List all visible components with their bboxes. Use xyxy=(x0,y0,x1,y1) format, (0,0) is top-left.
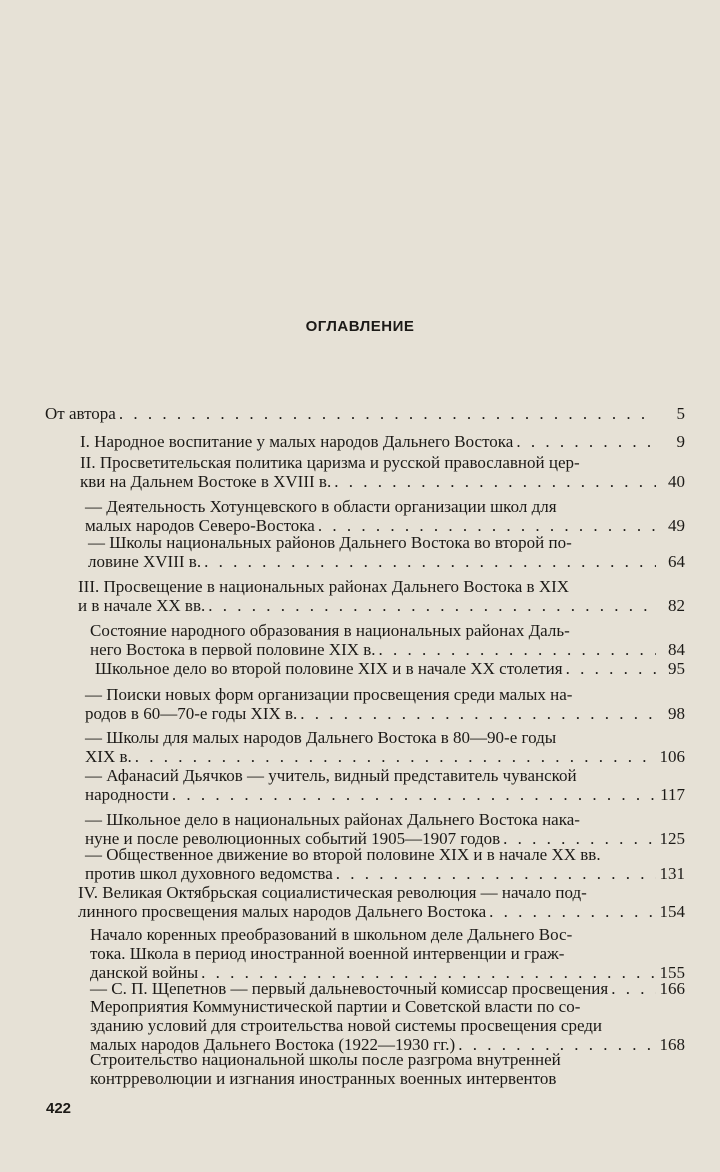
toc-entry xyxy=(80,432,685,451)
toc-entry-text: родов в 60—70-е годы XIX в. xyxy=(85,704,298,723)
dot-leader xyxy=(300,704,656,723)
toc-entry-text: Начало коренных преобразований в школьном деле Дальнего Вос- xyxy=(90,925,573,944)
toc-entry-text: и в начале XX вв. xyxy=(78,596,206,615)
toc-entry-text: контрреволюции и изгнания иностранных военных интервентов xyxy=(90,1069,557,1088)
dot-leader xyxy=(119,404,656,423)
toc-entry-text: — Общественное движение во второй половине XIX и в начале XX вв. xyxy=(85,845,601,864)
toc-heading: ОГЛАВЛЕНИЕ xyxy=(305,318,415,335)
dot-leader xyxy=(516,432,656,451)
dot-leader xyxy=(204,552,656,571)
toc-entry xyxy=(85,810,685,848)
toc-entry xyxy=(90,925,685,982)
toc-entry-text: против школ духовного ведомства xyxy=(85,864,333,883)
toc-entry xyxy=(95,659,685,678)
toc-entry xyxy=(80,453,685,491)
toc-page-number: 9 xyxy=(676,432,685,451)
dot-leader xyxy=(336,864,656,883)
toc-entry xyxy=(78,577,685,615)
dot-leader xyxy=(379,640,656,659)
toc-entry-text: XIX в. xyxy=(85,747,132,766)
toc-entry xyxy=(45,404,685,423)
toc-entry xyxy=(85,845,685,883)
toc-page-number: 117 xyxy=(660,785,685,804)
toc-page-number: 40 xyxy=(668,472,685,491)
toc-entry-text: — Школьное дело в национальных районах Дальнего Востока нака- xyxy=(85,810,580,829)
toc-entry xyxy=(78,883,685,921)
toc-entry-text: От автора xyxy=(45,404,116,423)
toc-entry-text: I. Народное воспитание у малых народов Дальнего Востока xyxy=(80,432,514,451)
toc-entry-text: малых народов Дальнего Востока (1922—1930 гг.) xyxy=(90,1035,456,1054)
toc-page-number: 64 xyxy=(668,552,685,571)
toc-entry-text: Состояние народного образования в национальных районах Даль- xyxy=(90,621,570,640)
dot-leader xyxy=(135,747,656,766)
toc-entry-text: — Деятельность Хотунцевского в области организации школ для xyxy=(85,497,557,516)
toc-entry-text: него Востока в первой половине XIX в. xyxy=(90,640,376,659)
toc-page-number: 95 xyxy=(668,659,685,678)
toc-page-number: 131 xyxy=(659,864,685,883)
toc-page-number: 49 xyxy=(668,516,685,535)
toc-entry-text: нуне и после революционных событий 1905—1907 годов xyxy=(85,829,501,848)
toc-entry-text: — Школы для малых народов Дальнего Востока в 80—90-е годы xyxy=(85,728,557,747)
toc-entry xyxy=(90,997,685,1054)
toc-entry-text: Мероприятия Коммунистической партии и Советской власти по со- xyxy=(90,997,581,1016)
toc-page-number: 5 xyxy=(676,404,685,423)
dot-leader xyxy=(611,979,656,998)
toc-entry-text: — Афанасий Дьячков — учитель, видный представитель чуванской xyxy=(85,766,577,785)
page-number: 422 xyxy=(46,1100,72,1117)
toc-entry-text: кви на Дальнем Востоке в XVIII в. xyxy=(80,472,332,491)
toc-entry xyxy=(88,533,685,571)
toc-entry-text: линного просвещения малых народов Дальнего Востока xyxy=(78,902,487,921)
toc-entry-text: — Поиски новых форм организации просвещения среди малых на- xyxy=(85,685,573,704)
toc-entry xyxy=(90,979,685,998)
toc-entry-text: III. Просвещение в национальных районах Дальнего Востока в XIX xyxy=(78,577,570,596)
toc-entry-text: данской войны xyxy=(90,963,199,982)
dot-leader xyxy=(489,902,656,921)
toc-entry-text: — С. П. Щепетнов — первый дальневосточный комиссар просвещения xyxy=(90,979,609,998)
toc-page-number: 82 xyxy=(668,596,685,615)
toc-entry xyxy=(90,621,685,659)
toc-page-number: 84 xyxy=(668,640,685,659)
toc-page-number: 106 xyxy=(659,747,685,766)
toc-entry-text: тока. Школа в период иностранной военной интервенции и граж- xyxy=(90,944,565,963)
dot-leader xyxy=(172,785,656,804)
dot-leader xyxy=(334,472,656,491)
toc-entry-text: ловине XVIII в. xyxy=(88,552,202,571)
toc-page-number: 155 xyxy=(659,963,685,982)
dot-leader xyxy=(208,596,656,615)
toc-page-number: 154 xyxy=(659,902,685,921)
toc-entry xyxy=(85,497,685,535)
toc-entry-text: — Школы национальных районов Дальнего Востока во второй по- xyxy=(88,533,572,552)
toc-page-number: 125 xyxy=(659,829,685,848)
toc-entry-text: II. Просветительская политика царизма и русской православной цер- xyxy=(80,453,580,472)
toc-entry-text: народности xyxy=(85,785,169,804)
toc-entry-text: малых народов Северо-Востока xyxy=(85,516,315,535)
toc-page-number: 166 xyxy=(659,979,685,998)
toc-entry xyxy=(85,766,685,804)
toc-entry-text: зданию условий для строительства новой системы просвещения среди xyxy=(90,1016,603,1035)
toc-entry-text: Школьное дело во второй половине XIX и в начале XX столетия xyxy=(95,659,563,678)
toc-page-number: 168 xyxy=(659,1035,685,1054)
toc-entry xyxy=(85,685,685,723)
toc-entry xyxy=(85,728,685,766)
toc-entry-text: Строительство национальной школы после разгрома внутренней xyxy=(90,1050,561,1069)
toc-page-number: 98 xyxy=(668,704,685,723)
toc-entry xyxy=(90,1050,685,1088)
dot-leader xyxy=(566,659,656,678)
toc-entry-text: IV. Великая Октябрьская социалистическая революция — начало под- xyxy=(78,883,587,902)
